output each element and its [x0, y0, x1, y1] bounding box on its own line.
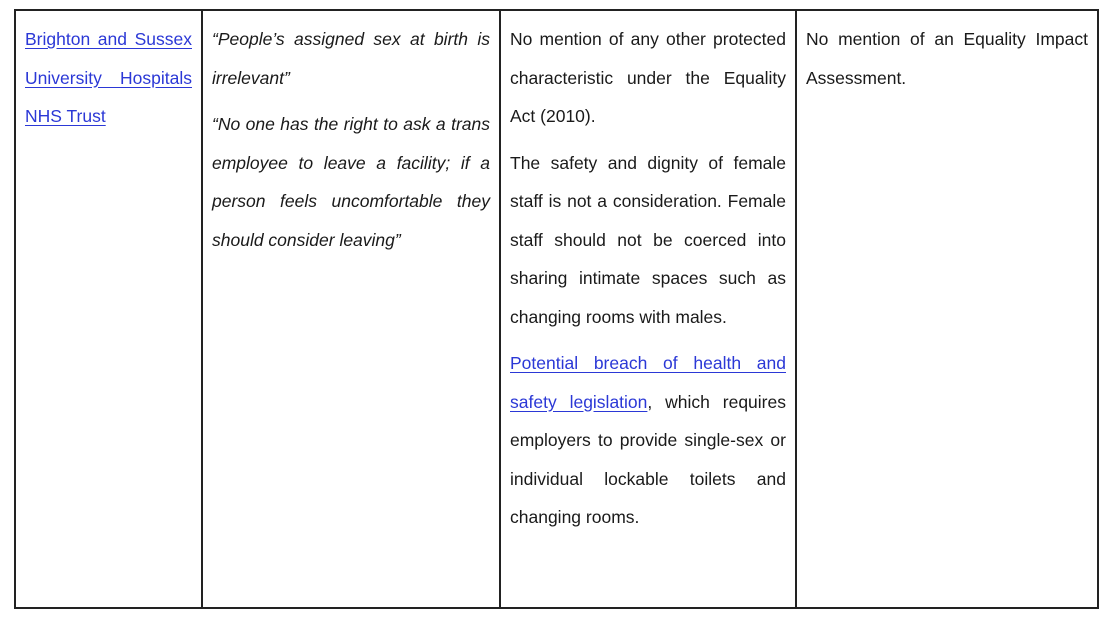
- quotes-cell: [202, 10, 500, 608]
- assessment-cell: [796, 10, 1098, 608]
- policy-table: [14, 9, 1099, 609]
- quote-1: “People’s assigned sex at birth is irrelevant”: [212, 29, 490, 88]
- analysis-paragraph-3: [510, 344, 786, 537]
- health-safety-legislation-link[interactable]: Potential breach of health and safety legislation: [510, 353, 786, 412]
- analysis-paragraph-2: The safety and dignity of female staff is not a consideration. Female staff should not be coerced into sharing intimate spaces such as changing rooms with males.: [510, 152, 786, 327]
- analysis-cell: [500, 10, 796, 608]
- organisation-cell: [15, 10, 202, 608]
- table-row: [15, 10, 1098, 608]
- analysis-paragraph-3-text: , which requires employers to provide single-sex or individual lockable toilets and changing rooms.: [510, 391, 786, 527]
- organisation-link[interactable]: Brighton and Sussex University Hospitals NHS Trust: [25, 29, 192, 126]
- policy-table-container: [14, 9, 1088, 609]
- quote-2: “No one has the right to ask a trans employee to leave a facility; if a person feels uncomfortable they should consider leaving”: [212, 114, 490, 250]
- analysis-paragraph-1: No mention of any other protected characteristic under the Equality Act (2010).: [510, 29, 786, 126]
- assessment-text: No mention of an Equality Impact Assessment.: [806, 29, 1088, 88]
